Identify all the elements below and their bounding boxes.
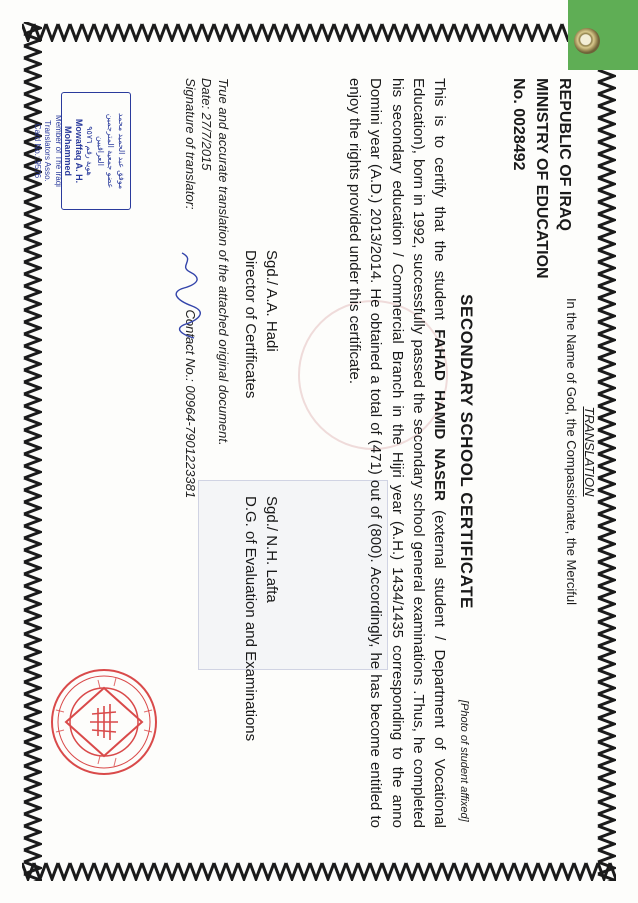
- country-name: REPUBLIC OF IRAQ: [556, 78, 573, 231]
- translation-date: Date: 27/7/2015: [199, 78, 215, 171]
- ministry-name: MINISTRY OF EDUCATION: [533, 78, 550, 279]
- signature-block-right: [240, 496, 282, 741]
- left-signatory-name: Sgd./ A.A. Hadi: [263, 250, 280, 352]
- body-intro: This is to certify that the student: [431, 78, 448, 330]
- student-name: FAHAD HAMID NASER: [431, 329, 448, 501]
- stamp-translator-name: Mowaffaq A. H. Mohammed: [63, 118, 84, 184]
- issuer-header: [507, 78, 576, 279]
- translator-stamp: [33, 92, 131, 210]
- stamp-arabic-line-2: عضو جمعية المترجمين العراقيين: [96, 113, 116, 189]
- stamp-card-number: Card No.: 9576: [33, 123, 42, 179]
- stamp-membership: Member of The Iraqi Translators Asso.: [43, 115, 63, 187]
- right-signatory-name: Sgd./ N.H. Lafta: [263, 496, 280, 603]
- body-details: (external student / Department of Vocational Education), born in 1992, successfully passed the secondary school general examinations .Thus, he completed his secondary education / Commercial Branch in the Hijri year (A.H.) 1434/1435 corresponding to the anno Domini year (A.D.) 2013/2014. He obtained a total of (471) out of (800). Accordingly, he has become entitled to enjoy the rights provided under this certificate.: [346, 78, 448, 829]
- invocation-line: In the Name of God, the Compassionate, the Merciful: [564, 297, 579, 606]
- translator-signature-scribble: [174, 250, 202, 340]
- translation-statement: True and accurate translation of the attached original document.: [216, 78, 231, 446]
- stamp-arabic-line-1: موفق عبد الحميد محمد: [117, 112, 126, 190]
- stamp-arabic-line-3: هوية رقم ٩٥٧٦: [85, 126, 95, 176]
- translation-label: TRANSLATION: [582, 406, 597, 497]
- left-signatory-title: Director of Certificates: [242, 250, 259, 399]
- translator-signature-label: Signature of translator:: [183, 78, 198, 210]
- translator-contact: Contact No.: 00964-7901223381: [183, 309, 198, 499]
- certificate-number: No. 0028492: [510, 78, 527, 171]
- certificate-title: SECONDARY SCHOOL CERTIFICATE: [457, 294, 476, 609]
- certificate-body: [344, 78, 450, 828]
- red-official-seal-icon: [48, 666, 160, 778]
- right-signatory-title: D.G. of Evaluation and Examinations: [242, 496, 259, 742]
- photo-note: [Photo of student affixed]: [458, 700, 470, 822]
- signature-block-left: [240, 250, 282, 398]
